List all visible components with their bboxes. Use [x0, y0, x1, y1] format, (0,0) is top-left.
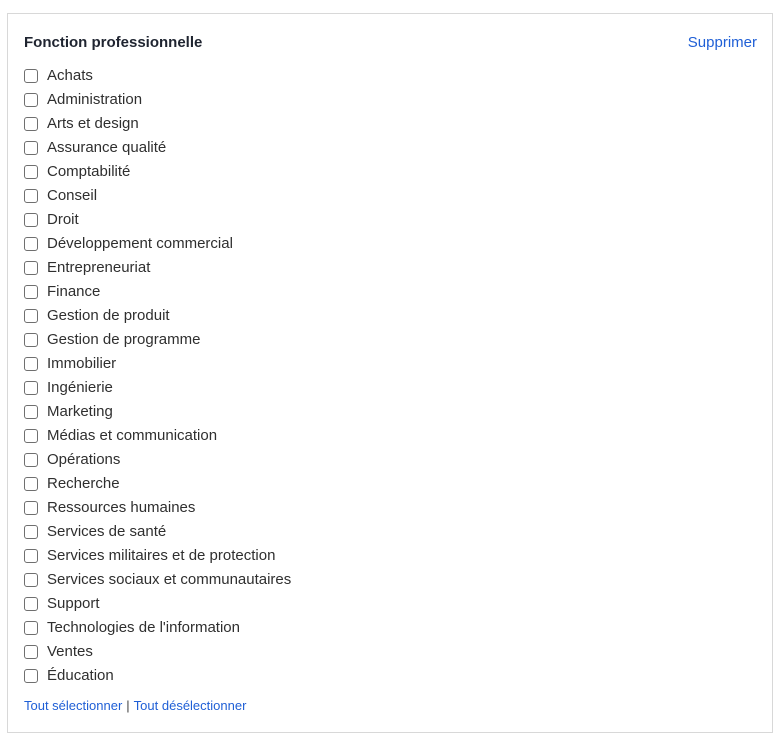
option-checkbox[interactable] — [24, 621, 38, 635]
option-item[interactable] — [24, 112, 291, 136]
option-checkbox[interactable] — [24, 501, 38, 515]
select-all-link[interactable]: Tout sélectionner — [24, 698, 123, 713]
option-label[interactable]: Opérations — [47, 451, 121, 468]
option-item[interactable] — [24, 448, 291, 472]
option-item[interactable] — [24, 256, 291, 280]
option-checkbox[interactable] — [24, 669, 38, 683]
option-checkbox[interactable] — [24, 429, 38, 443]
option-label[interactable]: Ingénierie — [47, 379, 113, 396]
option-checkbox[interactable] — [24, 165, 38, 179]
option-item[interactable] — [24, 88, 291, 112]
option-checkbox[interactable] — [24, 309, 38, 323]
clear-filter-link[interactable]: Supprimer — [687, 34, 757, 51]
option-label[interactable]: Services de santé — [47, 523, 167, 540]
link-separator: | — [126, 698, 130, 713]
selection-links — [24, 698, 246, 714]
option-label[interactable]: Conseil — [47, 187, 98, 204]
option-item[interactable] — [24, 640, 291, 664]
option-item[interactable] — [24, 160, 291, 184]
option-checkbox[interactable] — [24, 333, 38, 347]
option-label[interactable]: Services sociaux et communautaires — [47, 571, 292, 588]
option-checkbox[interactable] — [24, 213, 38, 227]
option-checkbox[interactable] — [24, 69, 38, 83]
option-checkbox[interactable] — [24, 189, 38, 203]
option-item[interactable] — [24, 568, 291, 592]
option-item[interactable] — [24, 544, 291, 568]
option-item[interactable] — [24, 400, 291, 424]
option-label[interactable]: Recherche — [47, 475, 120, 492]
option-label[interactable]: Éducation — [47, 667, 114, 684]
option-label[interactable]: Finance — [47, 283, 101, 300]
option-item[interactable] — [24, 496, 291, 520]
option-item[interactable] — [24, 664, 291, 688]
option-item[interactable] — [24, 184, 291, 208]
option-label[interactable]: Achats — [47, 67, 93, 84]
option-label[interactable]: Arts et design — [47, 115, 139, 132]
option-checkbox[interactable] — [24, 117, 38, 131]
option-label[interactable]: Ressources humaines — [47, 499, 196, 516]
option-item[interactable] — [24, 64, 291, 88]
option-label[interactable]: Technologies de l'information — [47, 619, 240, 636]
option-checkbox[interactable] — [24, 381, 38, 395]
option-item[interactable] — [24, 616, 291, 640]
deselect-all-link[interactable]: Tout désélectionner — [133, 698, 247, 713]
job-function-options-list — [24, 64, 291, 688]
option-checkbox[interactable] — [24, 573, 38, 587]
option-checkbox[interactable] — [24, 357, 38, 371]
option-item[interactable] — [24, 520, 291, 544]
option-label[interactable]: Comptabilité — [47, 163, 131, 180]
option-label[interactable]: Administration — [47, 91, 143, 108]
option-label[interactable]: Immobilier — [47, 355, 117, 372]
option-checkbox[interactable] — [24, 549, 38, 563]
option-label[interactable]: Droit — [47, 211, 79, 228]
option-label[interactable]: Gestion de programme — [47, 331, 201, 348]
option-item[interactable] — [24, 592, 291, 616]
option-checkbox[interactable] — [24, 453, 38, 467]
option-label[interactable]: Ventes — [47, 643, 93, 660]
option-item[interactable] — [24, 136, 291, 160]
option-item[interactable] — [24, 208, 291, 232]
option-label[interactable]: Développement commercial — [47, 235, 233, 252]
option-checkbox[interactable] — [24, 405, 38, 419]
option-label[interactable]: Services militaires et de protection — [47, 547, 276, 564]
option-checkbox[interactable] — [24, 597, 38, 611]
option-checkbox[interactable] — [24, 525, 38, 539]
option-checkbox[interactable] — [24, 237, 38, 251]
option-label[interactable]: Gestion de produit — [47, 307, 170, 324]
job-function-filter-panel — [7, 13, 773, 733]
option-checkbox[interactable] — [24, 261, 38, 275]
option-item[interactable] — [24, 352, 291, 376]
option-label[interactable]: Support — [47, 595, 100, 612]
option-checkbox[interactable] — [24, 477, 38, 491]
option-item[interactable] — [24, 424, 291, 448]
option-item[interactable] — [24, 376, 291, 400]
option-item[interactable] — [24, 328, 291, 352]
option-item[interactable] — [24, 232, 291, 256]
option-item[interactable] — [24, 280, 291, 304]
option-checkbox[interactable] — [24, 93, 38, 107]
option-label[interactable]: Assurance qualité — [47, 139, 167, 156]
option-checkbox[interactable] — [24, 645, 38, 659]
option-checkbox[interactable] — [24, 285, 38, 299]
option-label[interactable]: Marketing — [47, 403, 113, 420]
option-item[interactable] — [24, 472, 291, 496]
option-checkbox[interactable] — [24, 141, 38, 155]
option-label[interactable]: Médias et communication — [47, 427, 218, 444]
option-label[interactable]: Entrepreneuriat — [47, 259, 151, 276]
option-item[interactable] — [24, 304, 291, 328]
filter-title: Fonction professionnelle — [24, 34, 203, 51]
